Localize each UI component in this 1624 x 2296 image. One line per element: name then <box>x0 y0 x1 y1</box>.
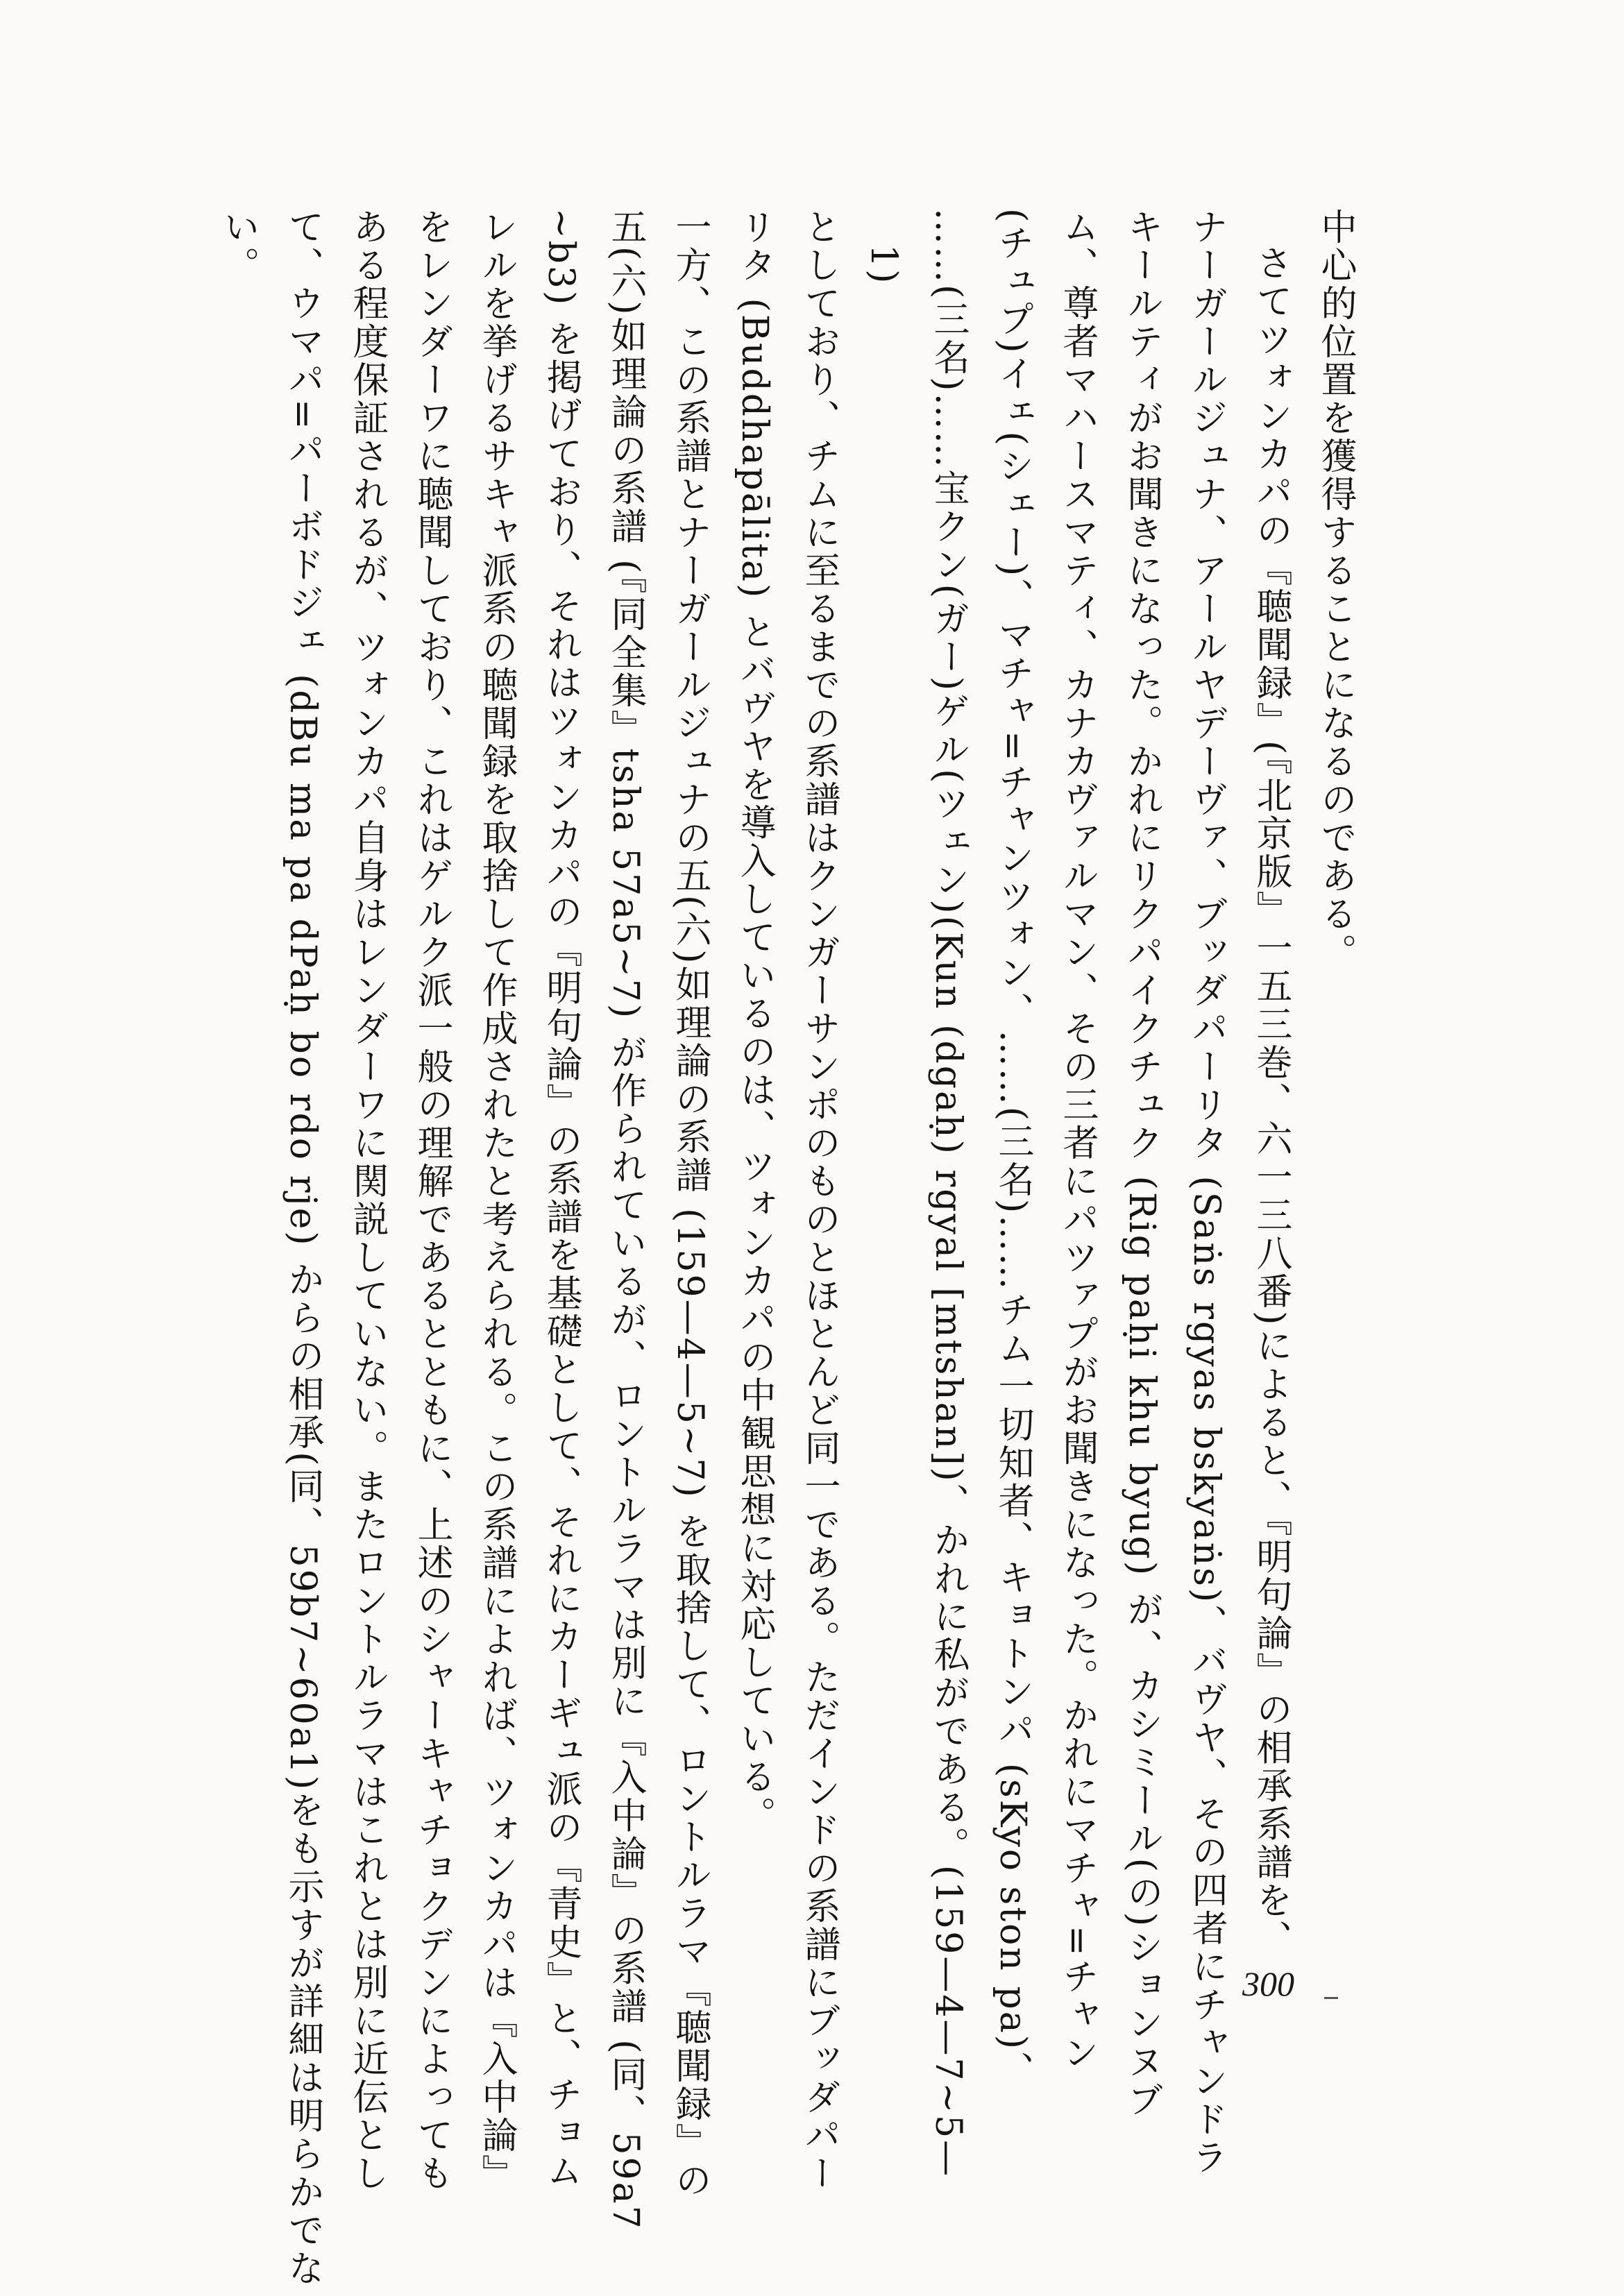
page-number: 300 <box>1242 1964 1294 2003</box>
text-line: 五(六)如理論の系譜 (『同全集』tsha 57a5~7) が作られているが、ロントルラマは別に『入中論』の系譜 (同、59a7 <box>604 208 646 2231</box>
text-line: 一方、この系譜とナーガールジュナの五(六)如理論の系譜 (159—4—5~7) を取捨して、ロントルラマ『聴聞録』の <box>669 208 711 2200</box>
text-line: (チュプ)イェ(シェー)、マチャ=チャンツォン、……(三名)……チム一切知者、キョトンパ (sKyo ston pa)、 <box>992 208 1033 2090</box>
text-line: キールティがお聞きになった。かれにリクパイクチュク (Rig paḥi khu byug) が、カシミール(の)ションヌブ <box>1121 208 1162 2120</box>
text-line: リタ (Buddhapālita) とバヴヤを導入しているのは、ツォンカパの中観思想に対応している。 <box>734 208 775 1835</box>
text-line: 1) <box>863 244 904 286</box>
vertical-text-body <box>217 208 1367 2288</box>
text-line: をレンダーワに聴聞しており、これはゲルク派一般の理解であるとともに、上述のシャーキャチョクデンによっても <box>411 208 452 2193</box>
text-line: としており、チムに至るまでの系譜はクンガーサンポのものとほとんど同一である。ただインドの系譜にブッダパー <box>798 208 840 2193</box>
text-line: ある程度保証されるが、ツォンカパ自身はレンダーワに関説していない。またロントルラマはこれとは別に近伝とし <box>346 208 388 2193</box>
text-line: い。 <box>217 208 259 284</box>
text-line: ~b3) を掲げており、それはツォンカパの『明句論』の系譜を基礎として、それにカーギュ派の『青史』と、チョム <box>540 208 582 2191</box>
text-line: ム、尊者マハースマティ、カナカヴァルマン、その三者にパツァプがお聞きになった。かれにマチャ=チャン <box>1056 208 1098 2073</box>
text-line: 中心的位置を獲得することになるのである。 <box>1314 208 1356 971</box>
page-number-mark <box>1324 1997 1338 1999</box>
text-line: レルを挙げるサキャ派系の聴聞録を取捨して作成されたと考えられる。この系譜によれば、ツォンカパは『入中論』 <box>475 208 517 2193</box>
text-line: て、ウマパ=パーボドジェ (dBu ma pa dPaḥ bo rdo rje) からの相承(同、59b7~60a1)をも示すが詳細は明らかでな <box>282 208 323 2288</box>
text-line: ……(三名)……宝クン(ガー)ゲル(ツェン)(Kun (dgaḥ) rgyal [mtshan])、かれに私がである。(159—4—7~5— <box>927 208 969 2179</box>
text-line: さてツォンカパの『聴聞録』(『北京版』一五三巻、六一三八番)によると、『明句論』の相承系譜を、 <box>1250 244 1292 1958</box>
text-line: ナーガールジュナ、アールヤデーヴァ、ブッダパーリタ (Saṅs rgyas bskyaṅs)、バヴヤ、その四者にチャンドラ <box>1185 208 1227 2177</box>
